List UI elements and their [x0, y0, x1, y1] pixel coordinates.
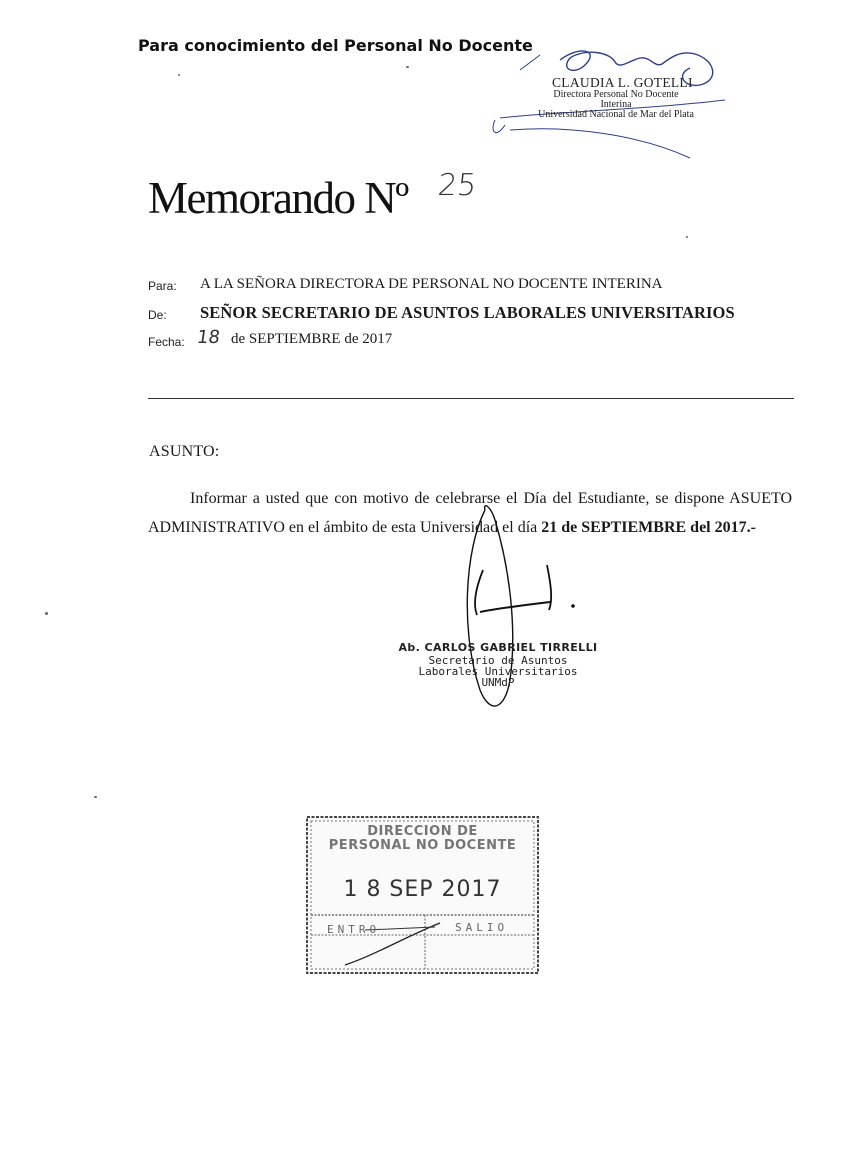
- stamp-entro: ENTRO: [327, 923, 381, 936]
- approval-name: CLAUDIA L. GOTELLI: [552, 75, 693, 90]
- scan-speck: [45, 612, 48, 615]
- approval-institution: Universidad Nacional de Mar del Plata: [538, 109, 694, 120]
- stamp-date: 1 8 SEP 2017: [343, 877, 502, 902]
- distribution-note: Para conocimiento del Personal No Docente: [138, 36, 533, 55]
- stamp-header: [315, 825, 530, 853]
- para-label: Para:: [148, 279, 177, 293]
- para-value: A LA SEÑORA DIRECTORA DE PERSONAL NO DOCENTE INTERINA: [200, 276, 663, 292]
- stamp-salio: SALIO: [455, 921, 509, 934]
- memo-body-text: Informar a usted que con motivo de celebrarse el Día del Estudiante, se dispone ASUETO ADMINISTRATIVO en el ámbito de esta Universidad el día: [148, 490, 792, 536]
- de-label: De:: [148, 308, 167, 322]
- scan-speck: [686, 236, 688, 238]
- fecha-day: 18: [195, 327, 222, 348]
- separator-rule: [148, 398, 794, 399]
- reception-stamp: [305, 815, 540, 975]
- secretary-name: Ab. CARLOS GABRIEL TIRRELLI: [398, 641, 598, 654]
- approval-role-interina: Interina: [600, 99, 632, 110]
- memo-body-date: 21 de SEPTIEMBRE del 2017.-: [541, 518, 756, 536]
- secretary-title-line1: Secretario de Asuntos: [428, 654, 568, 667]
- fecha-label: Fecha:: [148, 335, 185, 349]
- memo-title: Memorando Nº: [148, 173, 408, 223]
- stamp-header-line2: PERSONAL NO DOCENTE: [328, 838, 517, 853]
- approval-role: Directora Personal No Docente: [553, 89, 679, 100]
- secretary-title-line3: UNMdP: [481, 676, 515, 689]
- asunto-label: ASUNTO:: [149, 443, 220, 460]
- stamp-header-line1: DIRECCION DE: [367, 824, 478, 839]
- de-value: SEÑOR SECRETARIO DE ASUNTOS LABORALES UNIVERSITARIOS: [200, 303, 735, 322]
- scan-speck: [406, 66, 409, 68]
- scan-speck: [178, 74, 180, 76]
- fecha-month-year: de SEPTIEMBRE de 2017: [231, 331, 393, 347]
- memo-number: 25: [436, 168, 479, 203]
- secretary-title-line2: Laborales Universitarios: [418, 665, 578, 678]
- scan-speck: [94, 796, 97, 798]
